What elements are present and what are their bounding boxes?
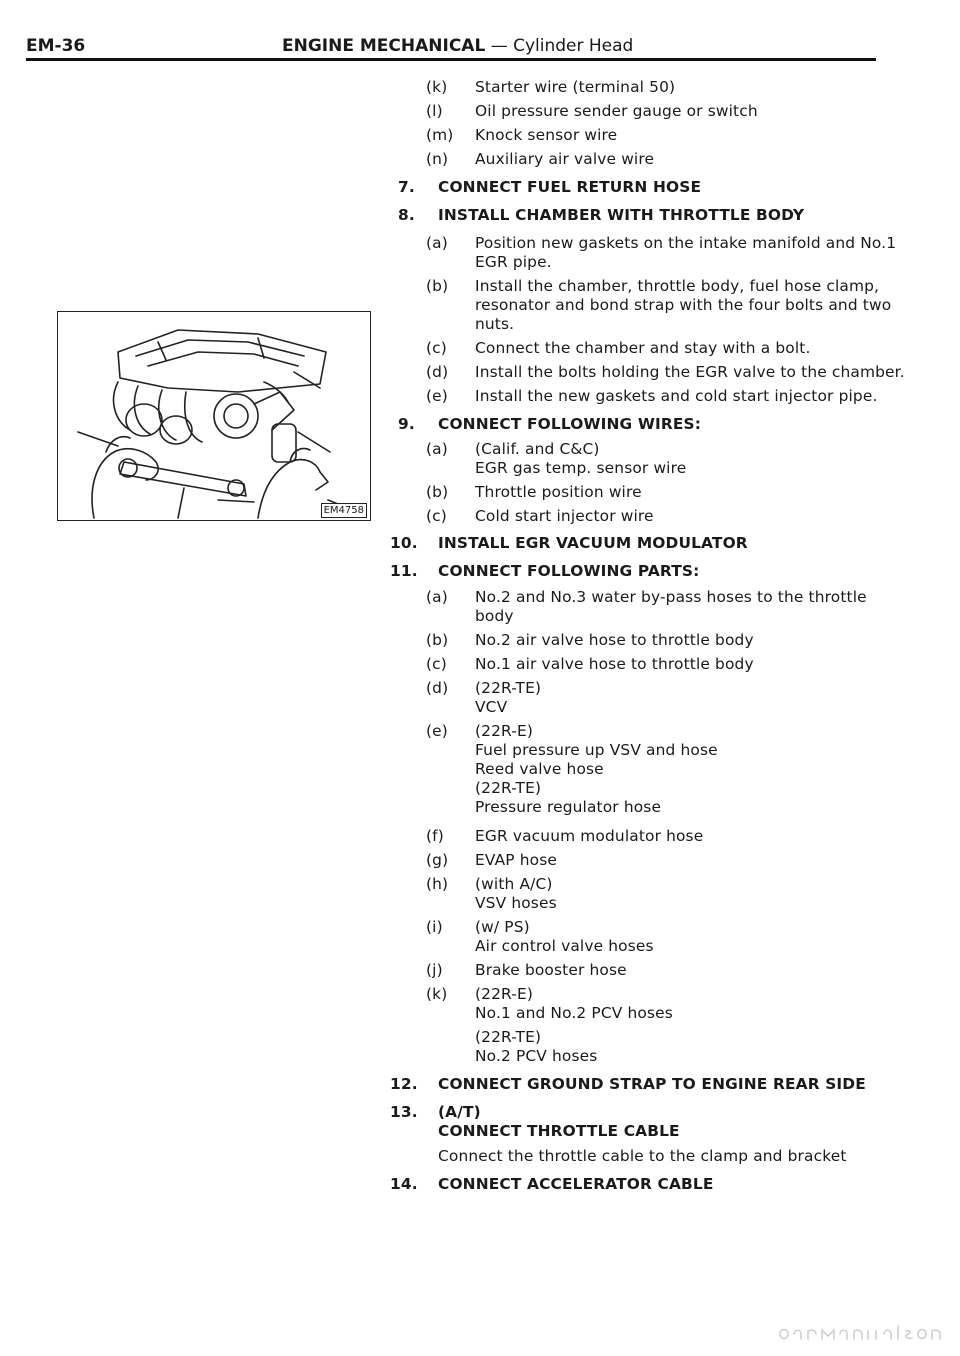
item-label: (g)	[426, 851, 449, 869]
item-text: Install the chamber, throttle body, fuel hose clamp,	[475, 277, 880, 295]
item-text: EVAP hose	[475, 851, 557, 869]
step-number: 9.	[398, 415, 415, 433]
item-label: (m)	[426, 126, 454, 144]
item-text: Air control valve hoses	[475, 937, 654, 955]
item-text: Position new gaskets on the intake manifold and No.1	[475, 234, 897, 252]
step-heading: CONNECT ACCELERATOR CABLE	[438, 1175, 714, 1193]
item-text: VSV hoses	[475, 894, 557, 912]
section-title-rest: — Cylinder Head	[485, 36, 634, 56]
step-number: 11.	[390, 562, 418, 580]
engine-drawing	[58, 312, 370, 520]
step-number: 12.	[390, 1075, 418, 1093]
item-label: (i)	[426, 918, 443, 936]
item-label: (b)	[426, 631, 449, 649]
figure-code: EM4758	[321, 503, 367, 518]
item-text: body	[475, 607, 514, 625]
step-number: 7.	[398, 178, 415, 196]
item-text: EGR vacuum modulator hose	[475, 827, 704, 845]
item-text: Connect the chamber and stay with a bolt.	[475, 339, 811, 357]
item-text: (22R-E)	[475, 722, 533, 740]
item-text: (Calif. and C&C)	[475, 440, 600, 458]
item-text: (22R-E)	[475, 985, 533, 1003]
step-number: 14.	[390, 1175, 418, 1193]
item-label: (k)	[426, 78, 448, 96]
item-text: Auxiliary air valve wire	[475, 150, 655, 168]
item-text: Starter wire (terminal 50)	[475, 78, 676, 96]
item-text: (w/ PS)	[475, 918, 530, 936]
item-text: No.2 PCV hoses	[475, 1047, 598, 1065]
item-text: Reed valve hose	[475, 760, 604, 778]
step-heading: INSTALL EGR VACUUM MODULATOR	[438, 534, 748, 552]
item-text: EGR pipe.	[475, 253, 552, 271]
item-label: (b)	[426, 483, 449, 501]
item-label: (d)	[426, 679, 449, 697]
item-text: (22R-TE)	[475, 679, 542, 697]
step-number: 10.	[390, 534, 418, 552]
item-text: EGR gas temp. sensor wire	[475, 459, 687, 477]
item-text: nuts.	[475, 315, 515, 333]
item-text: Brake booster hose	[475, 961, 627, 979]
item-text: Fuel pressure up VSV and hose	[475, 741, 718, 759]
item-label: (a)	[426, 588, 448, 606]
step-heading: CONNECT FOLLOWING PARTS:	[438, 562, 700, 580]
item-label: (a)	[426, 234, 448, 252]
item-text: (22R-TE)	[475, 1028, 542, 1046]
item-text: (with A/C)	[475, 875, 553, 893]
item-label: (b)	[426, 277, 449, 295]
step-heading: CONNECT FUEL RETURN HOSE	[438, 178, 702, 196]
item-text: Install the new gaskets and cold start injector pipe.	[475, 387, 878, 405]
step-heading: INSTALL CHAMBER WITH THROTTLE BODY	[438, 206, 805, 224]
item-text: Knock sensor wire	[475, 126, 618, 144]
item-label: (k)	[426, 985, 448, 1003]
item-label: (d)	[426, 363, 449, 381]
item-text: Pressure regulator hose	[475, 798, 662, 816]
item-text: No.1 air valve hose to throttle body	[475, 655, 754, 673]
item-text: (22R-TE)	[475, 779, 542, 797]
item-text: Connect the throttle cable to the clamp and bracket	[438, 1147, 847, 1165]
item-text: No.2 air valve hose to throttle body	[475, 631, 754, 649]
item-text: Cold start injector wire	[475, 507, 654, 525]
header-rule	[26, 58, 876, 61]
item-label: (l)	[426, 102, 443, 120]
step-heading: (A/T)	[438, 1103, 481, 1121]
item-label: (f)	[426, 827, 444, 845]
item-label: (e)	[426, 722, 448, 740]
section-title-bold: ENGINE MECHANICAL	[282, 36, 486, 56]
step-number: 8.	[398, 206, 415, 224]
page-number: EM-36	[26, 36, 86, 56]
engine-illustration	[57, 311, 371, 521]
item-label: (c)	[426, 339, 447, 357]
step-number: 13.	[390, 1103, 418, 1121]
item-label: (e)	[426, 387, 448, 405]
item-text: Install the bolts holding the EGR valve to the chamber.	[475, 363, 905, 381]
item-text: No.2 and No.3 water by-pass hoses to the throttle	[475, 588, 867, 606]
section-title	[282, 36, 633, 56]
page-header	[26, 36, 876, 60]
watermark-image	[776, 1322, 946, 1344]
item-text: Throttle position wire	[475, 483, 642, 501]
item-label: (h)	[426, 875, 449, 893]
step-heading: CONNECT GROUND STRAP TO ENGINE REAR SIDE	[438, 1075, 866, 1093]
item-label: (j)	[426, 961, 443, 979]
item-label: (a)	[426, 440, 448, 458]
item-label: (c)	[426, 655, 447, 673]
item-label: (c)	[426, 507, 447, 525]
step-heading: CONNECT FOLLOWING WIRES:	[438, 415, 702, 433]
item-text: VCV	[475, 698, 508, 716]
item-text: Oil pressure sender gauge or switch	[475, 102, 758, 120]
item-text: resonator and bond strap with the four bolts and two	[475, 296, 892, 314]
item-text: No.1 and No.2 PCV hoses	[475, 1004, 673, 1022]
step-heading: CONNECT THROTTLE CABLE	[438, 1122, 680, 1140]
watermark	[776, 1322, 946, 1350]
item-label: (n)	[426, 150, 449, 168]
